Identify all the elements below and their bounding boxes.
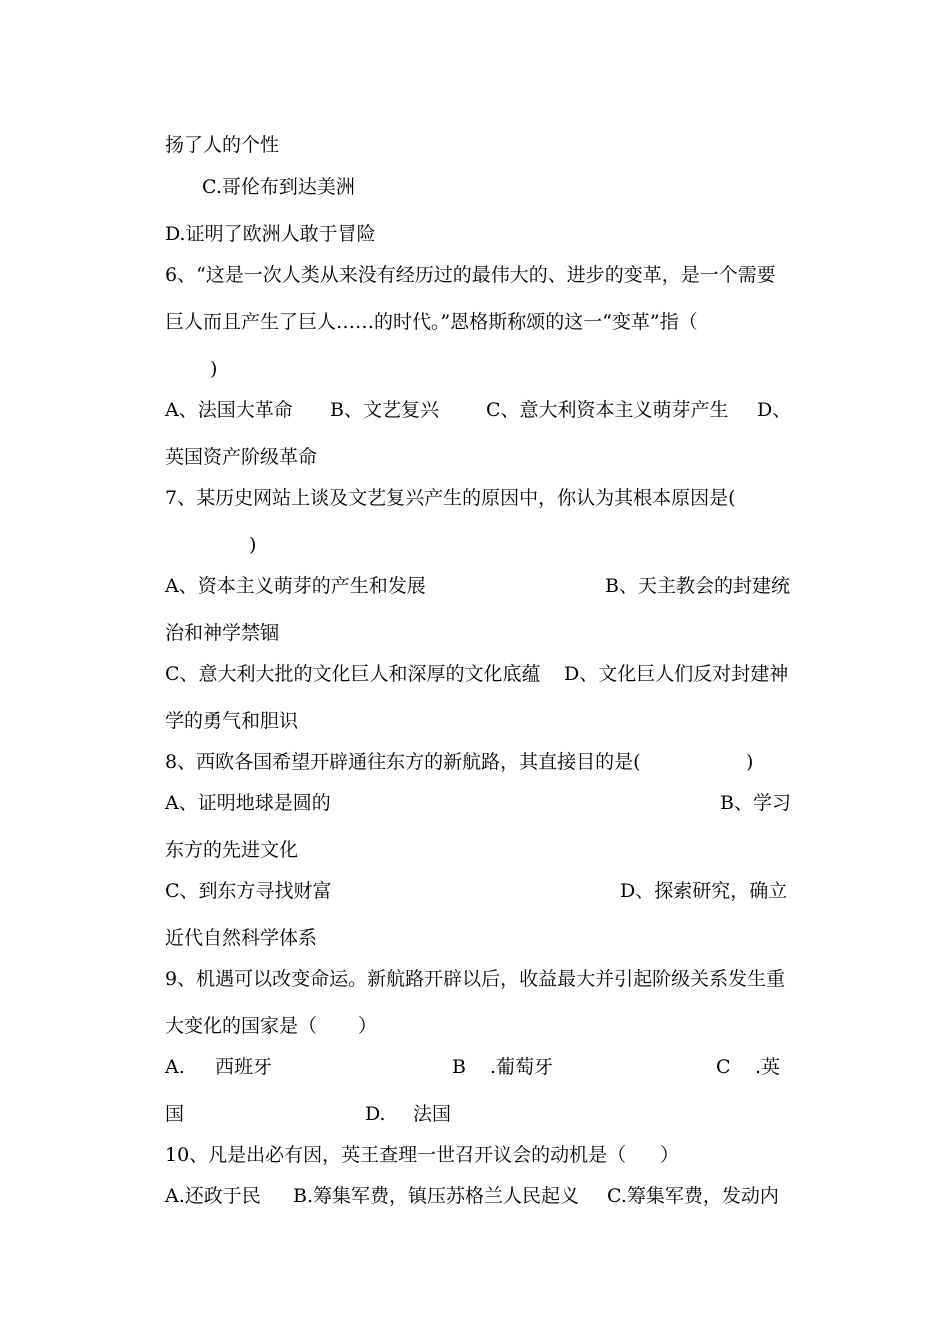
answer-blank-close: ） [358, 1015, 378, 1037]
text-line: 扬了人的个性 [165, 134, 280, 156]
option-c-q6: C、意大利资本主义萌芽产生 [486, 399, 729, 421]
option-c-q9-label: C [716, 1056, 731, 1078]
option-a-q10: A.还政于民 [165, 1185, 261, 1207]
option-d-q6: D、 [757, 399, 792, 421]
option-d-q6-cont: 英国资产阶级革命 [165, 446, 318, 468]
option-b-q7-cont: 治和神学禁锢 [165, 622, 280, 644]
question-10: 10、凡是出必有因，英王查理一世召开议会的动机是（ [165, 1144, 627, 1166]
option-b-q9-label: B [452, 1056, 466, 1078]
answer-blank-close: ) [210, 358, 218, 380]
option-c-q10: C.筹集军费，发动内 [607, 1185, 779, 1207]
option-d-q7-cont: 学的勇气和胆识 [165, 710, 299, 732]
option-b-q7: B、天主教会的封建统 [605, 575, 790, 597]
option-b-q9: .葡萄牙 [490, 1056, 554, 1078]
option-c-q7: C、意大利大批的文化巨人和深厚的文化底蕴 [165, 663, 541, 685]
option-b-q8: B、学习 [720, 792, 791, 814]
option-c-q9-cont: 国 [165, 1103, 185, 1125]
option-d-q8-cont: 近代自然科学体系 [165, 927, 318, 949]
option-b-q6: B、文艺复兴 [330, 399, 439, 421]
option-d-q7: D、文化巨人们反对封建神 [564, 663, 789, 685]
option-d-q9: 法国 [413, 1103, 452, 1125]
option-b-q8-cont: 东方的先进文化 [165, 839, 299, 861]
option-a-q6: A、法国大革命 [165, 399, 293, 421]
question-9: 9、机遇可以改变命运。新航路开辟以后，收益最大并引起阶级关系发生重 [165, 968, 786, 990]
option-b-q10: B.筹集军费，镇压苏格兰人民起义 [293, 1185, 580, 1207]
question-7: 7、某历史网站上谈及文艺复兴产生的原因中，你认为其根本原因是( [165, 487, 736, 509]
question-6: 6、“这是一次人类从来没有经历过的最伟大的、进步的变革，是一个需要 [165, 264, 776, 286]
answer-blank-close: ） [660, 1144, 680, 1166]
question-6-cont: 巨人而且产生了巨人……的时代。”恩格斯称颂的这一“变革”指（ [165, 311, 698, 333]
option-c-q9: .英 [755, 1056, 781, 1078]
option-a-q9-label: A. [165, 1056, 185, 1078]
option-c-q8: C、到东方寻找财富 [165, 880, 332, 902]
option-d-q8: D、探索研究，确立 [620, 880, 788, 902]
answer-blank-close: ) [746, 751, 754, 773]
option-d-q9-label: D. [365, 1103, 386, 1125]
option-a-q9: 西班牙 [215, 1056, 273, 1078]
question-9-cont: 大变化的国家是（ [165, 1015, 318, 1037]
answer-blank-close: ) [249, 534, 257, 556]
option-a-q7: A、资本主义萌芽的产生和发展 [165, 575, 426, 597]
question-8: 8、西欧各国希望开辟通往东方的新航路，其直接目的是( [165, 751, 641, 773]
option-d-q5: D.证明了欧洲人敢于冒险 [165, 223, 376, 245]
option-a-q8: A、证明地球是圆的 [165, 792, 331, 814]
option-c-q5: C.哥伦布到达美洲 [202, 176, 355, 198]
